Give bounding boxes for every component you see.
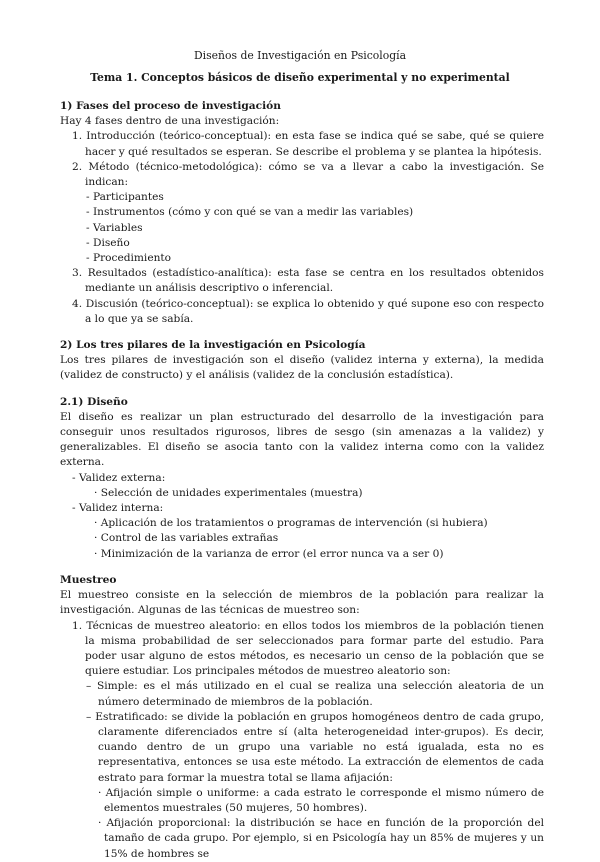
list-item: - Procedimiento xyxy=(86,252,172,265)
list-item: · Minimización de la varianza de error (el error nunca va a ser 0) xyxy=(94,547,444,560)
section-design xyxy=(60,395,544,562)
list-item: – Estratificado: se divide la población en grupos homogéneos dentro de cada grupo, claramente diferenciados entre sí (alta heterogeneidad inter-grupos). Es decir, cuando dentro de un grupo una variable no está igualada, esta no es representativa, entonces se usa este método. La extracción de elementos de cada estrato para formar la muestra total se llama afijación: xyxy=(86,710,544,784)
section-heading: 1) Fases del proceso de investigación xyxy=(60,100,281,112)
list-item: - Participantes xyxy=(86,191,164,204)
document-title: Diseños de Investigación en Psicología xyxy=(193,49,407,62)
document-body xyxy=(60,99,544,862)
list-item: - Instrumentos (cómo y con qué se van a medir las variables) xyxy=(86,206,414,219)
paragraph: El diseño es realizar un plan estructurado del desarrollo de la investigación para conseguir unos resultados rigurosos, libres de sesgo (sin amenazas a la validez) y generalizables. El diseño se asocia tanto con la validez interna como con la validez externa. xyxy=(60,410,544,469)
section-heading: 2.1) Diseño xyxy=(60,395,128,408)
paragraph: Los tres pilares de investigación son el diseño (validez interna y externa), la medida (validez de constructo) y el análisis (validez de la conclusión estadística). xyxy=(60,354,544,382)
list-item: · Afijación proporcional: la distribución se hace en función de la proporción del tamaño de cada grupo. Por ejemplo, si en Psicología hay un 85% de mujeres y un 15% de hombres se xyxy=(98,817,544,860)
list-item: · Control de las variables extrañas xyxy=(94,532,279,545)
list-item: · Selección de unidades experimentales (muestra) xyxy=(94,486,363,499)
list-item: 1. Técnicas de muestreo aleatorio: en ellos todos los miembros de la población tienen la misma probabilidad de ser seleccionados para formar parte del estudio. Para poder usar alguno de estos métodos, es necesario un censo de la población que se quiere estudiar. Los principales métodos de muestreo aleatorio son: xyxy=(72,619,544,678)
paragraph: Hay 4 fases dentro de una investigación: xyxy=(60,115,280,128)
section-pillars xyxy=(60,338,544,384)
list-item: – Simple: es el más utilizado en el cual se realiza una selección aleatoria de un número determinado de miembros de la población. xyxy=(86,680,544,708)
section-sampling xyxy=(60,573,544,862)
list-item: · Afijación simple o uniforme: a cada estrato le corresponde el mismo número de elementos muestrales (50 mujeres, 50 hombres). xyxy=(98,786,544,814)
document-subtitle: Tema 1. Conceptos básicos de diseño experimental y no experimental xyxy=(90,71,510,84)
list-item: - Variables xyxy=(86,221,143,234)
list-item: · Aplicación de los tratamientos o programas de intervención (si hubiera) xyxy=(94,517,488,530)
section-phases xyxy=(60,99,544,327)
section-heading: 2) Los tres pilares de la investigación en Psicología xyxy=(60,339,366,352)
list-item: 4. Discusión (teórico-conceptual): se explica lo obtenido y qué supone eso con respecto a lo que ya se sabía. xyxy=(72,297,544,325)
list-item: 2. Método (técnico-metodológica): cómo se va a llevar a cabo la investigación. Se indican: xyxy=(72,160,544,189)
list-item: - Diseño xyxy=(86,236,130,249)
section-heading: Muestreo xyxy=(60,573,117,586)
list-item: 3. Resultados (estadístico-analítica): esta fase se centra en los resultados obtenidos mediante un análisis descriptivo o inferencial. xyxy=(72,267,544,295)
list-item: - Validez externa: xyxy=(72,471,166,484)
list-item: - Validez interna: xyxy=(72,502,164,515)
list-item: 1. Introducción (teórico-conceptual): en esta fase se indica qué se sabe, qué se quiere hacer y qué resultados se esperan. Se describe el problema y se plantea la hipótesis. xyxy=(72,130,544,158)
paragraph: El muestreo consiste en la selección de miembros de la población para realizar la investigación. Algunas de las técnicas de muestreo son: xyxy=(60,589,544,617)
